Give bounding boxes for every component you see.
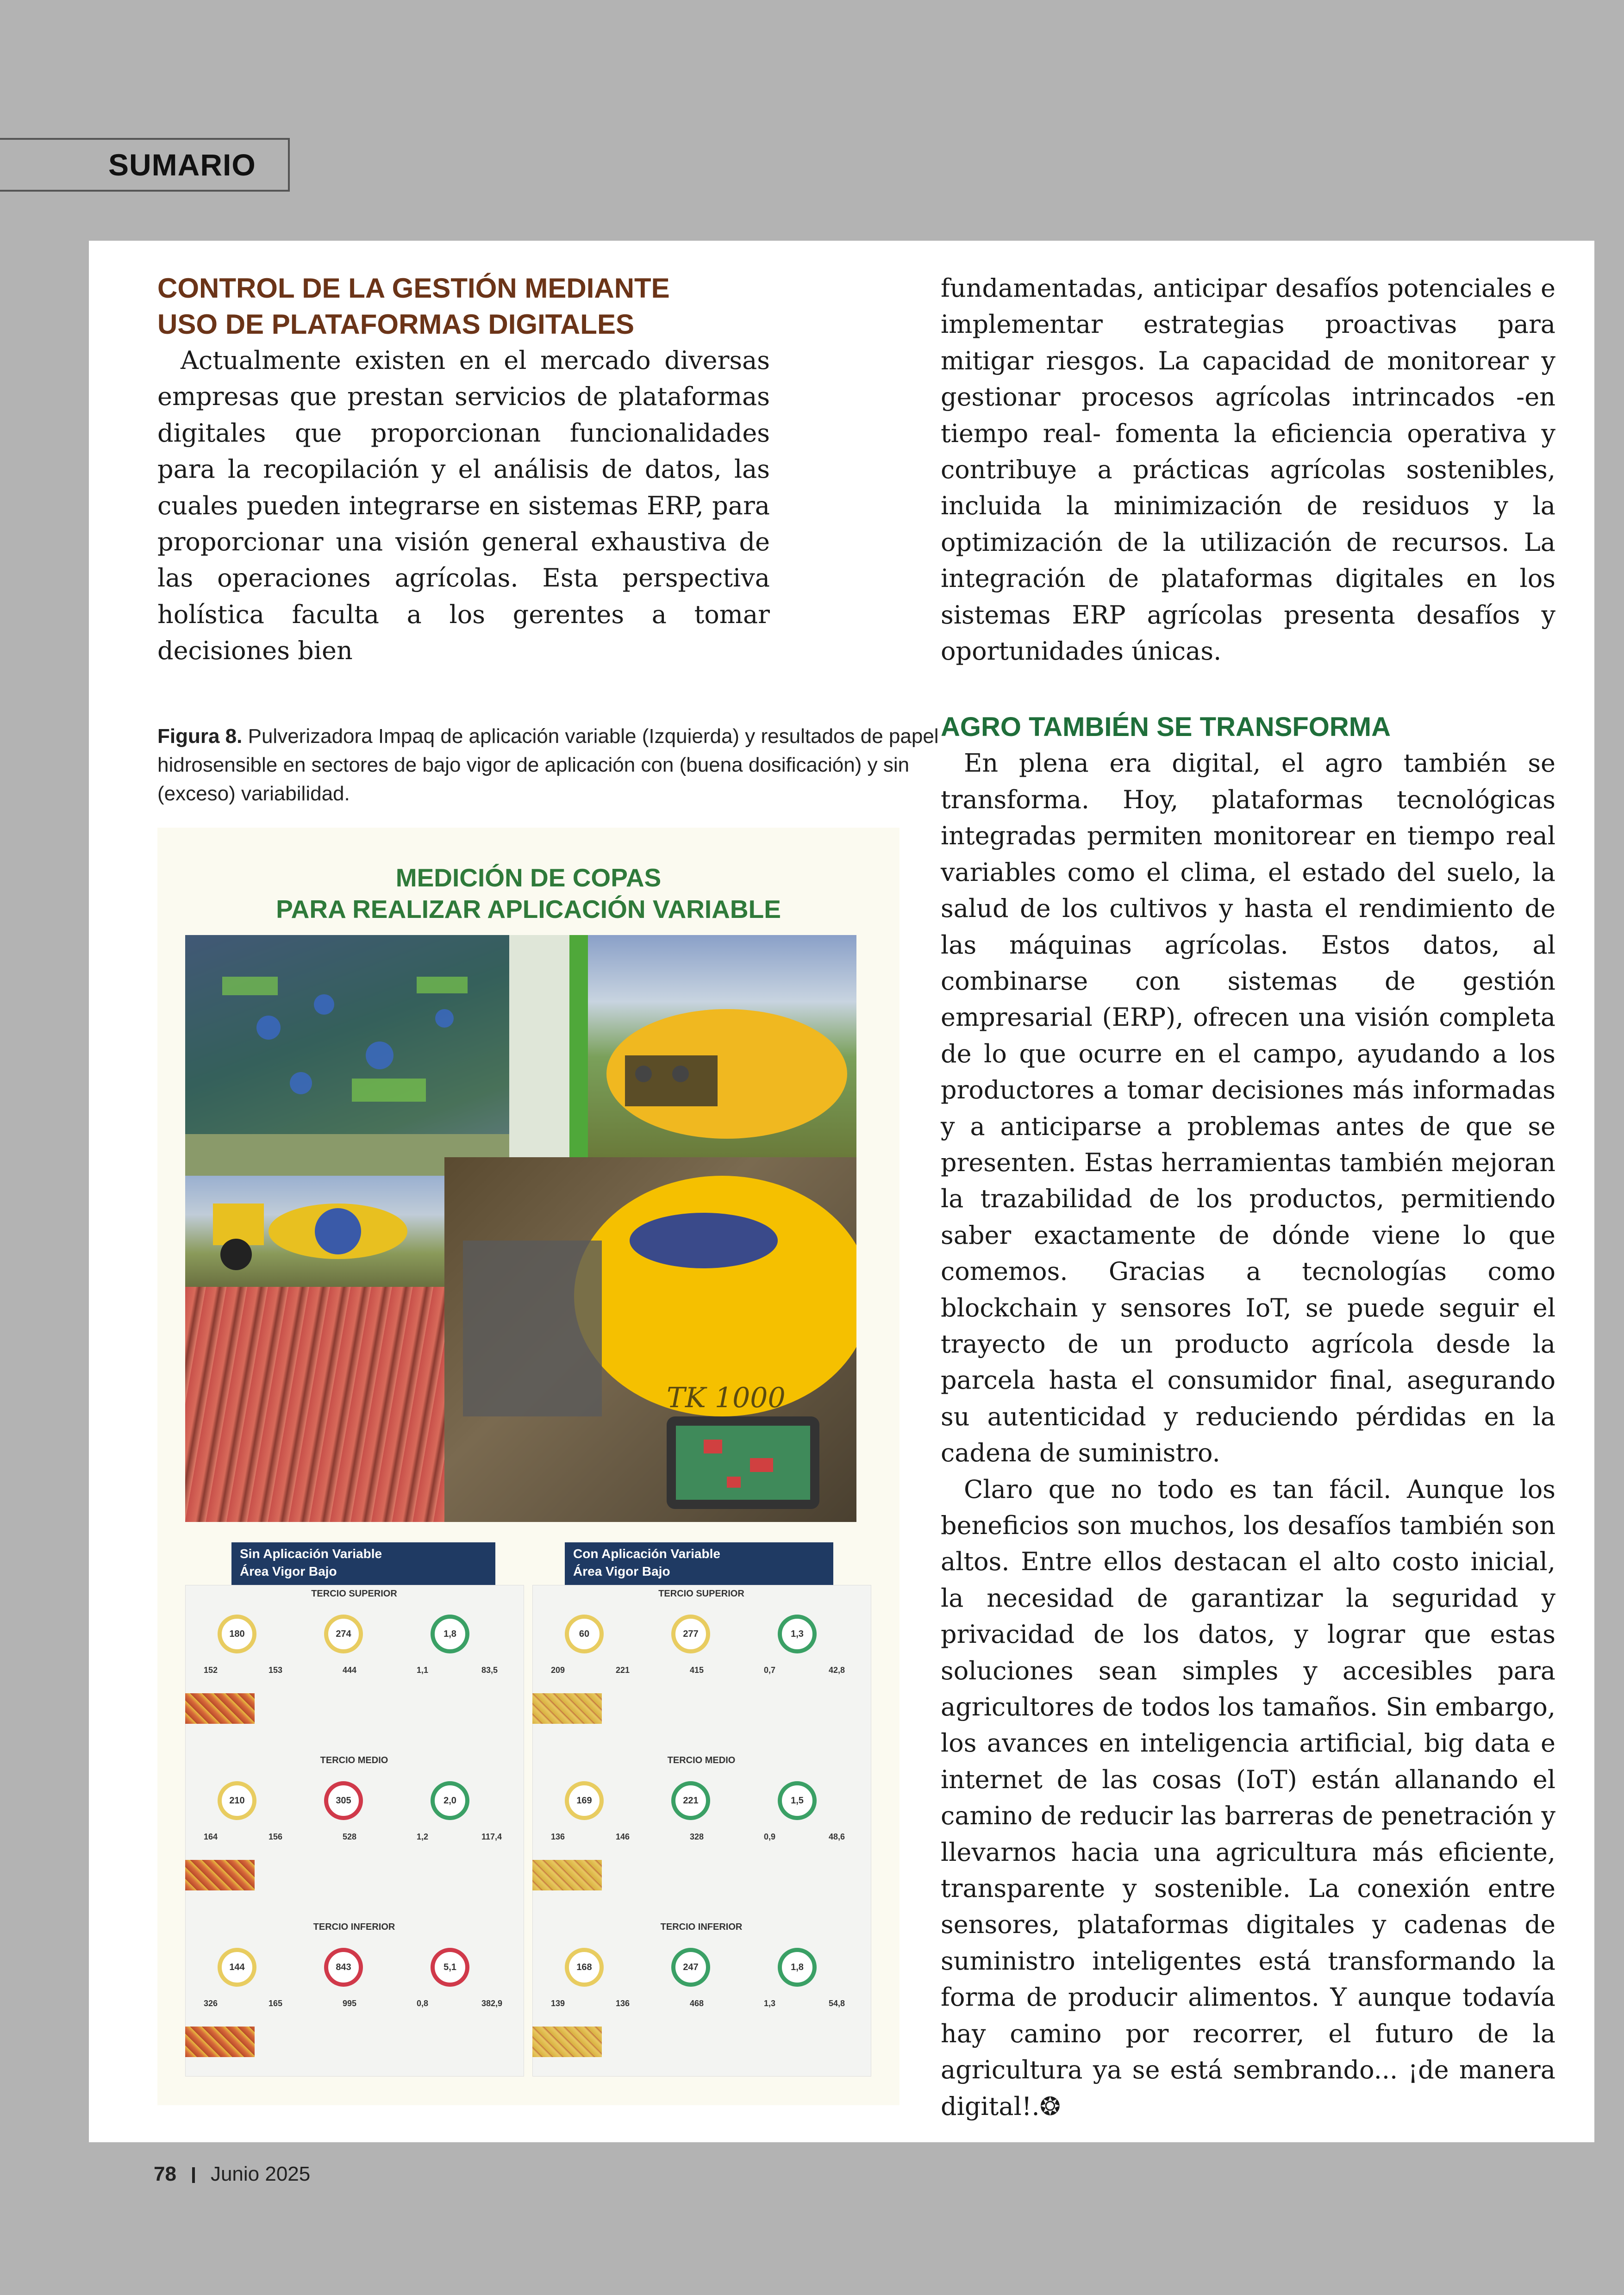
panel-left-line-1: Sin Aplicación Variable <box>240 1547 382 1561</box>
stat-value: 468 <box>690 1999 704 2008</box>
article-page <box>89 241 1594 2142</box>
paragraph-agro-1: En plena era digital, el agro también se transforma. Hoy, plataformas tecnológicas integradas permiten monitorear en tiempo real variables como el clima, el estado del suelo, la salud de los cultivos y hasta el rendimiento de las máquinas agrícolas. Estos datos, al combinarse con sistemas de gestión empresarial (ERP), ofrecen una visión completa de lo que ocurre en el campo, ayudando a los productores a tomar decisiones más informadas y a anticiparse a problemas antes de que se presenten. Estas herramientas también mejoran la trazabilidad de los productos, permitiendo saber exactamente de dónde viene lo que comemos. Gracias a tecnologías como blockchain y sensores IoT, se puede seguir el trayecto de un producto agrícola desde la parcela hasta el consumidor final, asegurando su autenticidad y reduciendo pérdidas en la cadena de suministro. <box>941 748 1555 1468</box>
paragraph-agro-2 <box>941 1472 1555 2125</box>
stat-value: 165 <box>269 1999 283 2008</box>
stat-value: 153 <box>269 1665 283 1675</box>
water-sensitive-paper-photo <box>185 1287 444 1522</box>
panel-right-header <box>565 1542 833 1585</box>
stat-value: 0,8 <box>417 1999 429 2008</box>
tractor-photo <box>185 1176 444 1287</box>
paper-sample-thumbnail <box>185 1693 255 1724</box>
panel-right-line-1: Con Aplicación Variable <box>573 1547 720 1561</box>
gauge-value: 843 <box>324 1948 363 1987</box>
gauge-value: 210 <box>218 1781 256 1820</box>
section-title: SUMARIO <box>108 148 256 182</box>
stat-value: 1,1 <box>417 1665 429 1675</box>
paper-sample-thumbnail <box>532 1693 602 1724</box>
tablet-screen-graphic <box>185 935 569 1176</box>
heading-agro: AGRO TAMBIÉN SE TRANSFORMA <box>941 712 1391 742</box>
green-divider <box>569 935 588 1176</box>
paragraph-continuation: fundamentadas, anticipar desafíos potenciales e implementar estrategias proactivas para mitigar riesgos. La capacidad de monitorear y gestionar procesos agrícolas intrincados -en tiempo real- fomenta la eficiencia operativa y contribuye a prácticas agrícolas sostenibles, incluida la minimización de residuos y la optimización de la utilización de recursos. La integración de plataformas digitales en los sistemas ERP agrícolas presenta desafíos y oportunidades únicas. <box>941 274 1555 666</box>
section-label: TERCIO INFERIOR <box>660 1922 743 1932</box>
figure-caption <box>157 722 991 808</box>
gauge-value: 1,5 <box>778 1781 817 1820</box>
stat-value: 83,5 <box>481 1665 498 1675</box>
stat-value: 152 <box>204 1665 218 1675</box>
sprayer-closeup-graphic <box>444 1157 856 1522</box>
sprayer-field-graphic <box>588 935 856 1157</box>
gauge-value: 221 <box>671 1781 710 1820</box>
stat-value: 1,2 <box>417 1832 429 1841</box>
paper-sample-thumbnail <box>185 2027 255 2057</box>
stat-value: 146 <box>616 1832 630 1841</box>
heading-line-2: USO DE PLATAFORMAS DIGITALES <box>157 309 634 340</box>
gauge-value: 1,8 <box>431 1615 469 1653</box>
paragraph-intro: Actualmente existen en el mercado diversas empresas que prestan servicios de plataformas digitales que proporcionan funcionalidades para la recopilación y el análisis de datos, las cuales pueden integrarse en sistemas ERP, para proporcionar una visión general exhaustiva de las operaciones agrícolas. Esta perspectiva holística faculta a los gerentes a tomar decisiones bien <box>157 346 770 666</box>
gauge-value: 274 <box>324 1615 363 1653</box>
issue-date: Junio 2025 <box>210 2163 311 2185</box>
section-label: TERCIO MEDIO <box>320 1755 388 1765</box>
gauge-value: 60 <box>565 1615 604 1653</box>
gauge-value: 169 <box>565 1781 604 1820</box>
stat-value: 328 <box>690 1832 704 1841</box>
stat-value: 117,4 <box>481 1832 502 1841</box>
stat-value: 221 <box>616 1665 630 1675</box>
sprayer-closeup-photo <box>444 1157 856 1522</box>
panel-left-header <box>231 1542 495 1585</box>
section-tab <box>0 138 290 192</box>
stat-value: 528 <box>343 1832 357 1841</box>
stat-value: 1,3 <box>764 1999 776 2008</box>
gauge-value: 180 <box>218 1615 256 1653</box>
stat-value: 0,7 <box>764 1665 776 1675</box>
panel-left-line-2: Área Vigor Bajo <box>240 1564 337 1578</box>
stat-value: 156 <box>269 1832 283 1841</box>
section-label: TERCIO INFERIOR <box>313 1922 395 1932</box>
figure-title-line-1: MEDICIÓN DE COPAS <box>395 863 662 892</box>
stat-value: 48,6 <box>829 1832 845 1841</box>
caption-label: Figura 8. <box>157 725 243 748</box>
gauge-value: 168 <box>565 1948 604 1987</box>
paper-sample-thumbnail <box>185 1860 255 1890</box>
right-column <box>941 270 1555 2125</box>
section-label: TERCIO SUPERIOR <box>311 1589 397 1599</box>
stat-value: 42,8 <box>829 1665 845 1675</box>
panel-right-line-2: Área Vigor Bajo <box>573 1564 670 1578</box>
caption-text: Pulverizadora Impaq de aplicación variable (Izquierda) y resultados de papel hidrosensible en sectores de bajo vigor de aplicación con (buena dosificación) y sin (exceso) variabilidad. <box>157 725 939 805</box>
gauge-value: 144 <box>218 1948 256 1987</box>
gauge-value: 305 <box>324 1781 363 1820</box>
figure-8 <box>157 828 899 2105</box>
section-label: TERCIO SUPERIOR <box>658 1589 744 1599</box>
tank-label: TK 1000 <box>667 1382 786 1414</box>
figure-title-line-2: PARA REALIZAR APLICACIÓN VARIABLE <box>276 895 781 923</box>
footer-separator <box>192 2167 195 2183</box>
stat-value: 54,8 <box>829 1999 845 2008</box>
end-mark-icon: ❂ <box>1039 2091 1061 2121</box>
stat-value: 382,9 <box>481 1999 503 2008</box>
heading-line-1: CONTROL DE LA GESTIÓN MEDIANTE <box>157 273 670 304</box>
paragraph-agro-2-text: Claro que no todo es tan fácil. Aunque los beneficios son muchos, los desafíos también son altos. Entre ellos destacan el alto costo inicial, la necesidad de garantizar la seguridad y privacidad de los datos, y lograr que estas soluciones sean simples y accesibles para agricultores de todos los tamaños. Sin embargo, los avances en inteligencia artificial, big data e internet de las cosas (IoT) están allanando el camino de reducir las barreras de penetración y llevarnos hacia una agricultura más eficiente, transparente y sostenible. La conexión entre sensores, plataformas digitales y cadenas de suministro inteligentes está transformando la forma de producir alimentos. Y aunque todavía hay camino por recorrer, el futuro de la agricultura ya se está sembrando... ¡de manera digital!. <box>941 1474 1555 2121</box>
left-column <box>157 270 770 669</box>
stat-value: 139 <box>551 1999 565 2008</box>
stat-value: 164 <box>204 1832 218 1841</box>
figure-title <box>157 862 899 925</box>
stat-value: 995 <box>343 1999 357 2008</box>
tablet-screen-photo <box>185 935 569 1176</box>
sprayer-field-photo <box>588 935 856 1157</box>
stat-value: 444 <box>343 1665 357 1675</box>
heading-control-gestion <box>157 270 770 343</box>
stat-value: 326 <box>204 1999 218 2008</box>
gauge-value: 247 <box>671 1948 710 1987</box>
stat-value: 136 <box>616 1999 630 2008</box>
stat-value: 209 <box>551 1665 565 1675</box>
paper-sample-thumbnail <box>532 1860 602 1890</box>
gauge-value: 1,3 <box>778 1615 817 1653</box>
gauge-value: 1,8 <box>778 1948 817 1987</box>
tractor-graphic <box>185 1176 444 1287</box>
stat-value: 136 <box>551 1832 565 1841</box>
page-footer <box>154 2163 310 2186</box>
stat-value: 0,9 <box>764 1832 776 1841</box>
section-label: TERCIO MEDIO <box>667 1755 736 1765</box>
page-number: 78 <box>154 2163 176 2185</box>
stat-value: 415 <box>690 1665 704 1675</box>
gauge-value: 5,1 <box>431 1948 469 1987</box>
paper-sample-thumbnail <box>532 2027 602 2057</box>
gauge-value: 2,0 <box>431 1781 469 1820</box>
gauge-value: 277 <box>671 1615 710 1653</box>
